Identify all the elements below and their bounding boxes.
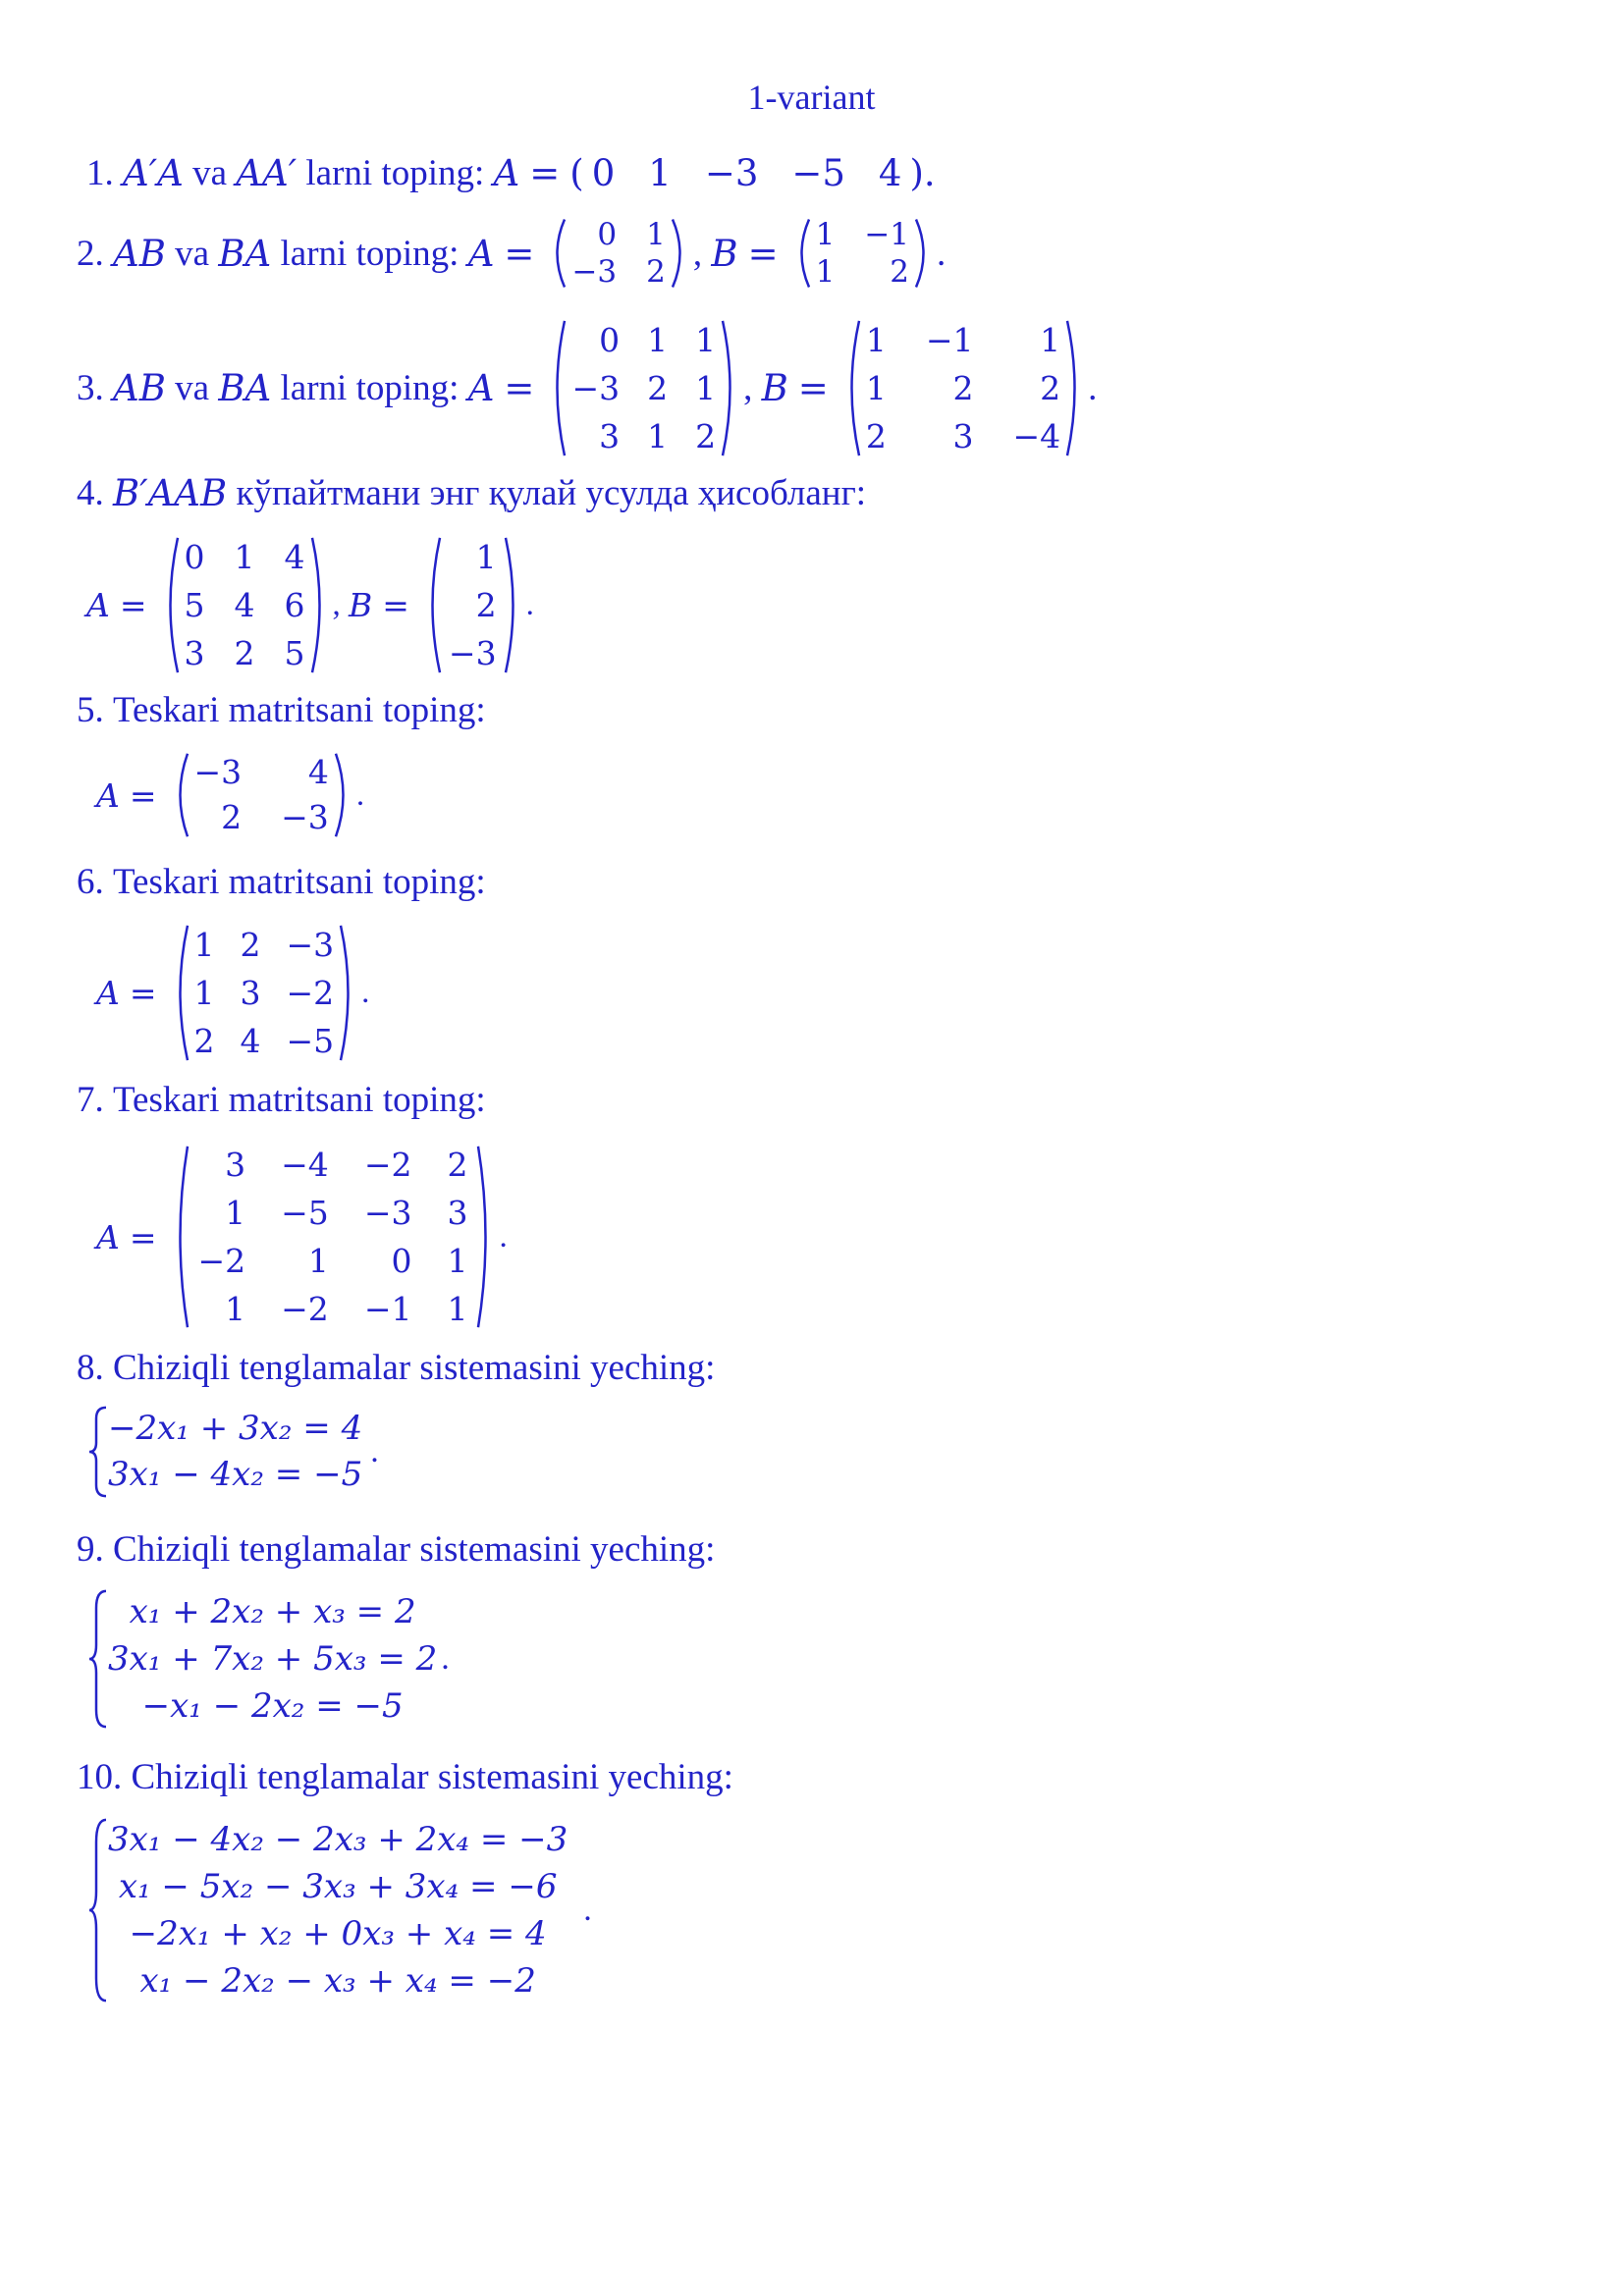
- expr-pre: B′AAB: [113, 472, 228, 514]
- open-paren: (: [569, 152, 584, 194]
- matrix-cell: 4: [307, 753, 329, 791]
- comma: ,: [332, 587, 341, 622]
- problem-number: 9.: [77, 1529, 104, 1570]
- vector-entry: 0: [591, 152, 616, 194]
- equation-system: [86, 1406, 362, 1498]
- period: .: [937, 233, 947, 274]
- matrix-cell: 2: [234, 634, 255, 672]
- matrix-cell: −2: [281, 1290, 329, 1328]
- matrix-cell: 4: [234, 586, 255, 624]
- matrix-cell: 0: [184, 538, 205, 576]
- right-paren: [333, 752, 352, 838]
- problem-10: [77, 1759, 733, 1795]
- equals-sign: =: [129, 974, 157, 1012]
- right-paren: [338, 923, 357, 1063]
- right-paren: [503, 535, 522, 675]
- matrix-cell: −2: [286, 974, 335, 1012]
- left-paren: [171, 923, 190, 1063]
- matrix-cell: −5: [281, 1194, 329, 1232]
- equals-sign: =: [797, 367, 829, 409]
- left-paren: [171, 752, 190, 838]
- matrix-cell: 4: [240, 1022, 261, 1060]
- matrix-cell: 3: [952, 417, 974, 455]
- period: .: [1088, 368, 1098, 408]
- problem-number: 5.: [77, 690, 104, 730]
- problem-4-matrices: [86, 535, 534, 675]
- problem-5: [77, 692, 486, 728]
- equals-sign: =: [747, 232, 779, 275]
- matrix-cell: 2: [952, 369, 974, 407]
- matrix-cell: 1: [695, 321, 717, 359]
- matrix-cell: −3: [448, 634, 497, 672]
- problem-text: larni toping:: [280, 368, 460, 408]
- matrix-cell: 2: [1040, 369, 1061, 407]
- matrix-a: [171, 923, 358, 1063]
- matrix-cell: 3: [240, 974, 261, 1012]
- right-paren: [670, 218, 689, 289]
- right-paren: [1064, 318, 1084, 458]
- period: .: [370, 1433, 379, 1469]
- connector-va: va: [192, 153, 228, 193]
- matrix-cell: 1: [193, 974, 215, 1012]
- matrix-cell: 0: [391, 1242, 412, 1280]
- problem-8: [77, 1350, 715, 1386]
- problem-text: Teskari matritsani toping:: [113, 862, 486, 902]
- matrix-b: [423, 535, 522, 675]
- matrix-cell: −3: [286, 926, 335, 964]
- matrix-a: [548, 318, 739, 458]
- matrix-cell: −2: [197, 1242, 246, 1280]
- matrix-a: [171, 752, 352, 838]
- connector-va: va: [175, 368, 210, 408]
- matrix-cell: 1: [695, 369, 717, 407]
- problem-10-system: [86, 1816, 592, 2004]
- problem-3: [77, 318, 1097, 458]
- matrix-cell: 2: [647, 369, 669, 407]
- matrix-cell: −3: [571, 254, 618, 290]
- expr-pre: AB: [113, 232, 166, 275]
- expr-post: BA: [218, 367, 272, 409]
- matrix-cell: −2: [363, 1146, 412, 1184]
- right-paren: [309, 535, 329, 675]
- matrix-cell: 1: [1040, 321, 1061, 359]
- matrix-cell: −1: [864, 217, 910, 252]
- problem-7-matrix: [96, 1143, 508, 1331]
- matrix-label-a: A: [493, 152, 520, 194]
- problem-text: кўпайтмани энг қулай усулда ҳисобланг:: [236, 473, 867, 513]
- problem-text: larni toping:: [305, 153, 485, 193]
- comma: ,: [743, 368, 753, 408]
- matrix-cell: 1: [647, 321, 669, 359]
- problem-6-matrix: [96, 923, 369, 1063]
- equals-sign: =: [504, 232, 535, 275]
- matrix-cell: −3: [363, 1194, 412, 1232]
- left-paren: [842, 318, 862, 458]
- matrix-label-b: B: [711, 232, 738, 275]
- matrix-cell: 2: [475, 586, 497, 624]
- matrix-cell: 6: [284, 586, 305, 624]
- period: .: [441, 1640, 450, 1677]
- matrix-cell: 5: [284, 634, 305, 672]
- matrix-cell: 3: [184, 634, 205, 672]
- period: .: [499, 1218, 508, 1255]
- left-paren: [792, 218, 812, 289]
- left-paren: [548, 218, 568, 289]
- matrix-cell: 1: [307, 1242, 329, 1280]
- matrix-b: [792, 218, 933, 289]
- matrix-cell: 2: [193, 1022, 215, 1060]
- problem-7: [77, 1082, 486, 1118]
- equals-sign: =: [129, 1217, 157, 1256]
- matrix-cell: 1: [225, 1194, 246, 1232]
- equals-sign: =: [129, 775, 157, 815]
- matrix-a: [171, 1143, 496, 1331]
- period: .: [525, 587, 534, 622]
- matrix-label-a: A: [96, 775, 120, 815]
- matrix-cell: 5: [184, 586, 205, 624]
- right-paren: [475, 1143, 495, 1331]
- problem-number: 7.: [77, 1080, 104, 1120]
- problem-number: 2.: [77, 233, 104, 274]
- matrix-label-a: A: [96, 1217, 120, 1256]
- left-brace: [86, 1588, 108, 1730]
- matrix-b: [842, 318, 1084, 458]
- matrix-cell: −1: [925, 321, 974, 359]
- left-paren: [171, 1143, 190, 1331]
- matrix-cell: −3: [193, 753, 243, 791]
- matrix-cell: 3: [599, 417, 621, 455]
- close-paren: ).: [909, 152, 936, 194]
- comma: ,: [692, 233, 703, 274]
- matrix-cell: −4: [1012, 417, 1061, 455]
- matrix-cell: 2: [890, 254, 910, 290]
- equation-row: x₁ + 2x₂ + x₃ = 2: [129, 1592, 416, 1631]
- matrix-cell: 1: [234, 538, 255, 576]
- matrix-cell: 1: [447, 1242, 468, 1280]
- matrix-cell: 1: [225, 1290, 246, 1328]
- page-title: 1-variant: [747, 78, 876, 117]
- matrix-cell: 2: [221, 798, 243, 836]
- equals-sign: =: [382, 586, 409, 624]
- matrix-a: [161, 535, 329, 675]
- matrix-label-b: B: [349, 586, 373, 624]
- equation-row: −2x₁ + 3x₂ = 4: [108, 1409, 363, 1448]
- period: .: [583, 1892, 592, 1928]
- problem-9: [77, 1531, 715, 1568]
- problem-text: Chiziqli tenglamalar sistemasini yeching:: [113, 1529, 716, 1570]
- left-paren: [161, 535, 181, 675]
- connector-va: va: [175, 233, 210, 274]
- matrix-label-b: B: [761, 367, 788, 409]
- equation-row: 3x₁ − 4x₂ − 2x₃ + 2x₄ = −3: [108, 1820, 568, 1859]
- right-paren: [913, 218, 933, 289]
- equals-sign: =: [529, 152, 561, 194]
- problem-6: [77, 864, 486, 900]
- problem-number: 8.: [77, 1348, 104, 1388]
- matrix-cell: 2: [447, 1146, 468, 1184]
- problem-8-system: [86, 1406, 379, 1498]
- vector-entry: 4: [878, 152, 902, 194]
- problem-9-system: [86, 1588, 450, 1730]
- problem-text: larni toping:: [280, 233, 460, 274]
- matrix-cell: 1: [865, 321, 887, 359]
- problem-number: 6.: [77, 862, 104, 902]
- equals-sign: =: [119, 586, 147, 624]
- matrix-cell: 1: [646, 217, 666, 252]
- equation-row: x₁ − 5x₂ − 3x₃ + 3x₄ = −6: [118, 1867, 558, 1906]
- matrix-cell: 2: [646, 254, 666, 290]
- problem-number: 3.: [77, 368, 104, 408]
- matrix-cell: 3: [447, 1194, 468, 1232]
- equation-system: [86, 1588, 437, 1730]
- vector-entry: −3: [704, 152, 759, 194]
- matrix-cell: 2: [865, 417, 887, 455]
- expr-pre: A′A: [123, 152, 184, 194]
- matrix-cell: 2: [240, 926, 261, 964]
- equation-row: 3x₁ − 4x₂ = −5: [108, 1455, 363, 1494]
- equation-row: 3x₁ + 7x₂ + 5x₃ = 2: [108, 1639, 438, 1679]
- problem-number: 4.: [77, 473, 104, 513]
- problem-number: 1.: [86, 153, 114, 193]
- matrix-cell: −5: [286, 1022, 335, 1060]
- equation-row: −x₁ − 2x₂ = −5: [141, 1686, 404, 1726]
- problem-number: 10.: [77, 1757, 123, 1797]
- problem-1: [86, 152, 936, 194]
- matrix-label-a: A: [467, 367, 495, 409]
- matrix-cell: 1: [193, 926, 215, 964]
- matrix-cell: 1: [475, 538, 497, 576]
- matrix-cell: −3: [281, 798, 329, 836]
- matrix-cell: −1: [363, 1290, 412, 1328]
- matrix-label-a: A: [86, 586, 110, 624]
- expr-post: AA′: [236, 152, 298, 194]
- right-paren: [720, 318, 739, 458]
- equation-system: [86, 1816, 568, 2004]
- matrix-cell: 3: [225, 1146, 246, 1184]
- left-paren: [423, 535, 443, 675]
- vector-entry: −5: [791, 152, 845, 194]
- matrix-label-a: A: [467, 232, 495, 275]
- problem-text: Teskari matritsani toping:: [113, 1080, 486, 1120]
- matrix-cell: 0: [599, 321, 621, 359]
- equals-sign: =: [504, 367, 535, 409]
- problem-4: [77, 472, 867, 514]
- left-brace: [86, 1406, 108, 1498]
- vector-entry: 1: [648, 152, 672, 194]
- matrix-cell: 1: [815, 217, 836, 252]
- equation-row: −2x₁ + x₂ + 0x₃ + x₄ = 4: [129, 1914, 547, 1953]
- problem-text: Chiziqli tenglamalar sistemasini yeching:: [131, 1757, 733, 1797]
- equation-row: x₁ − 2x₂ − x₃ + x₄ = −2: [139, 1961, 536, 2001]
- matrix-cell: 2: [695, 417, 717, 455]
- problem-text: Teskari matritsani toping:: [113, 690, 486, 730]
- problem-2: [77, 218, 946, 289]
- matrix-cell: 1: [447, 1290, 468, 1328]
- problem-text: Chiziqli tenglamalar sistemasini yeching:: [113, 1348, 716, 1388]
- matrix-cell: 1: [815, 254, 836, 290]
- expr-post: BA: [218, 232, 272, 275]
- matrix-cell: 1: [865, 369, 887, 407]
- period: .: [355, 776, 365, 813]
- problem-5-matrix: [96, 752, 364, 838]
- matrix-a: [548, 218, 688, 289]
- matrix-cell: −3: [571, 369, 621, 407]
- matrix-cell: 4: [284, 538, 305, 576]
- matrix-label-a: A: [96, 974, 120, 1012]
- expr-pre: AB: [113, 367, 166, 409]
- left-brace: [86, 1816, 108, 2004]
- left-paren: [548, 318, 568, 458]
- matrix-cell: 0: [597, 217, 618, 252]
- matrix-cell: 1: [647, 417, 669, 455]
- matrix-cell: −4: [281, 1146, 329, 1184]
- period: .: [361, 975, 370, 1010]
- row-vector: [591, 152, 902, 194]
